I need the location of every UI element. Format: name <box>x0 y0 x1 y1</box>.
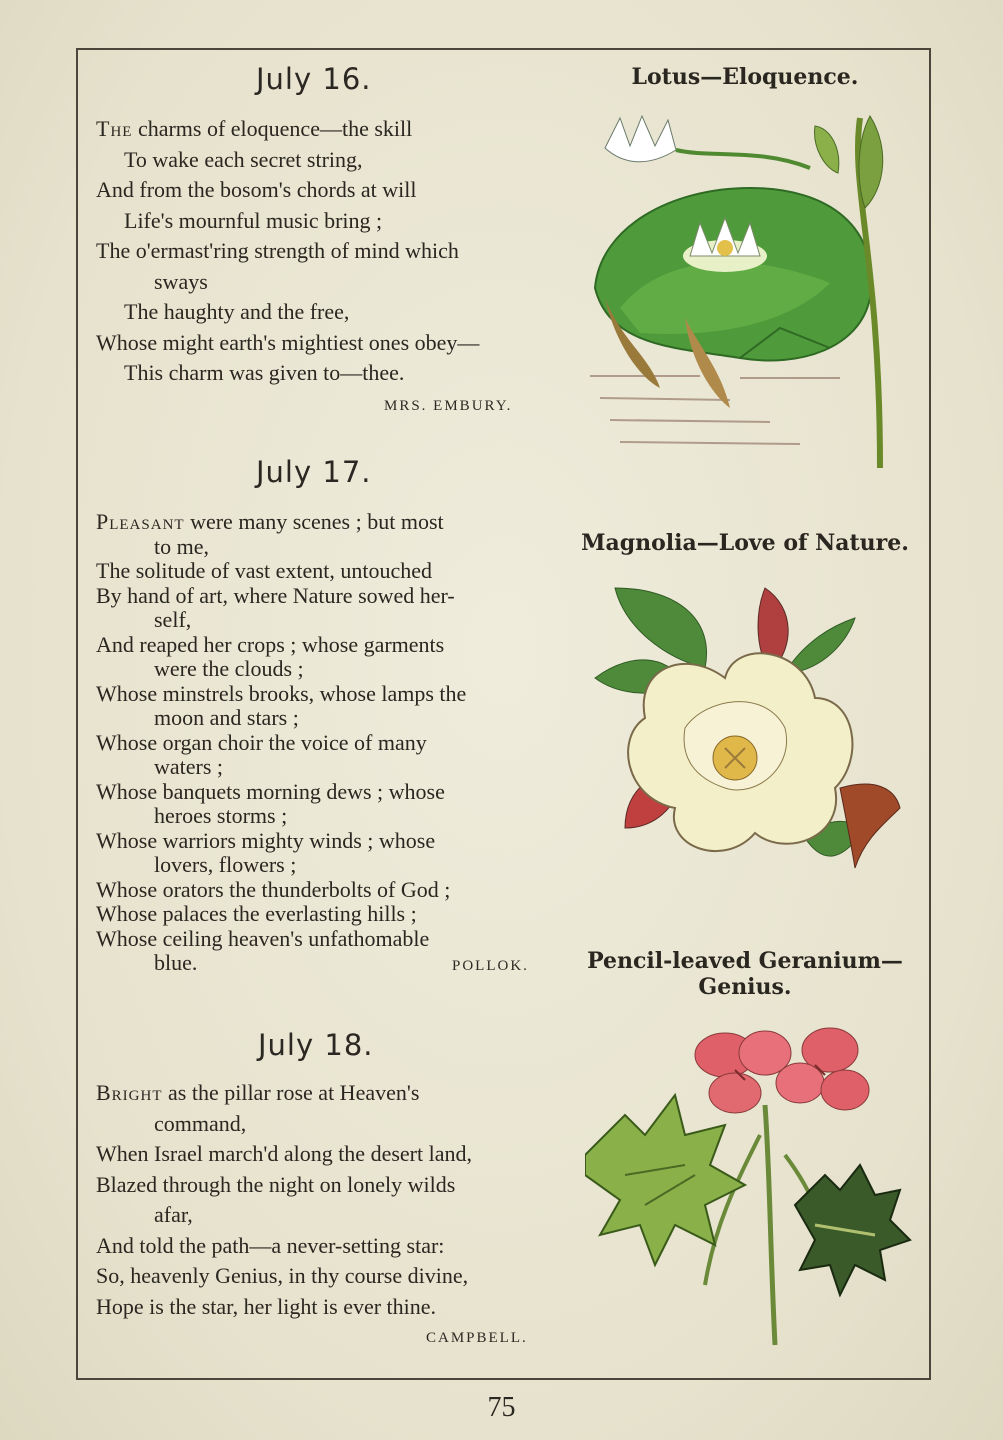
lotus-bud-icon <box>605 116 810 168</box>
poem-line: Life's mournful music bring ; <box>124 207 383 233</box>
poem-july-18 <box>96 1078 472 1322</box>
poem-line: to me, <box>154 533 209 559</box>
poem-line: Blazed through the night on lonely wilds <box>96 1171 456 1197</box>
poem-line: Whose organ choir the voice of many <box>96 729 427 755</box>
poem-line: The charms of eloquence—the skill <box>96 116 413 141</box>
poem-line: Whose warriors mighty winds ; whose <box>96 827 436 853</box>
lotus-illustration <box>580 108 900 478</box>
flower-caption-lotus: Lotus—Eloquence. <box>631 64 859 90</box>
author-embury: MRS. EMBURY. <box>384 398 513 414</box>
author-pollok: POLLOK. <box>452 958 529 974</box>
poem-line: When Israel march'd along the desert land, <box>96 1141 472 1166</box>
poem-july-16 <box>96 114 479 389</box>
poem-line: The o'ermast'ring strength of mind which <box>96 238 459 263</box>
poem-line: This charm was given to—thee. <box>124 360 405 385</box>
poem-line: Bright as the pillar rose at Heaven's <box>96 1080 420 1105</box>
poem-line: Whose minstrels brooks, whose lamps the <box>96 680 467 706</box>
poem-line: Whose palaces the everlasting hills ; <box>96 901 417 926</box>
magnolia-blossom-icon <box>628 653 852 851</box>
poem-line: waters ; <box>154 754 224 779</box>
poem-line: moon and stars ; <box>154 705 299 730</box>
flower-caption-line: Pencil-leaved Geranium— <box>587 948 903 974</box>
poem-line: heroes storms ; <box>154 803 288 828</box>
poem-line: command, <box>154 1110 247 1136</box>
poem-line: were the clouds ; <box>154 656 304 681</box>
poem-july-17 <box>96 510 466 976</box>
poem-line: Whose might earth's mightiest ones obey— <box>96 329 480 355</box>
poem-line: blue. <box>154 950 198 975</box>
date-heading-july-17: July 17. <box>256 455 372 489</box>
flower-caption-geranium <box>580 948 910 1000</box>
geranium-flower-icon <box>695 1028 869 1113</box>
poem-line: lovers, flowers ; <box>154 852 297 877</box>
author-campbell: CAMPBELL. <box>426 1330 528 1346</box>
poem-line: The solitude of vast extent, untouched <box>96 558 433 583</box>
poem-line: Whose ceiling heaven's unfathomable <box>96 925 430 951</box>
poem-line: To wake each secret string, <box>124 146 363 172</box>
date-heading-july-18: July 18. <box>258 1028 374 1062</box>
poem-line: And from the bosom's chords at will <box>96 177 417 202</box>
poem-line: afar, <box>154 1202 193 1227</box>
poem-line: sways <box>154 268 208 294</box>
poem-line: So, heavenly Genius, in thy course divine, <box>96 1263 469 1288</box>
flower-caption-line: Genius. <box>698 974 792 1000</box>
geranium-leaf-dark-icon <box>795 1165 910 1295</box>
geranium-leaf-icon <box>585 1095 745 1265</box>
geranium-illustration <box>585 1025 915 1355</box>
poem-line: The haughty and the free, <box>124 299 350 324</box>
flower-caption-magnolia: Magnolia—Love of Nature. <box>581 530 909 556</box>
page-number: 75 <box>487 1392 516 1423</box>
poem-line: And told the path—a never-setting star: <box>96 1232 445 1258</box>
poem-line: Whose banquets morning dews ; whose <box>96 778 445 804</box>
poem-line: By hand of art, where Nature sowed her- <box>96 582 455 608</box>
poem-line: Pleasant were many scenes ; but most <box>96 509 444 534</box>
poem-line: Whose orators the thunderbolts of God ; <box>96 876 451 902</box>
date-heading-july-16: July 16. <box>256 62 372 96</box>
poem-line: self, <box>154 607 192 632</box>
poem-line: And reaped her crops ; whose garments <box>96 631 445 657</box>
poem-line: Hope is the star, her light is ever thine. <box>96 1293 437 1319</box>
magnolia-illustration <box>585 578 905 898</box>
